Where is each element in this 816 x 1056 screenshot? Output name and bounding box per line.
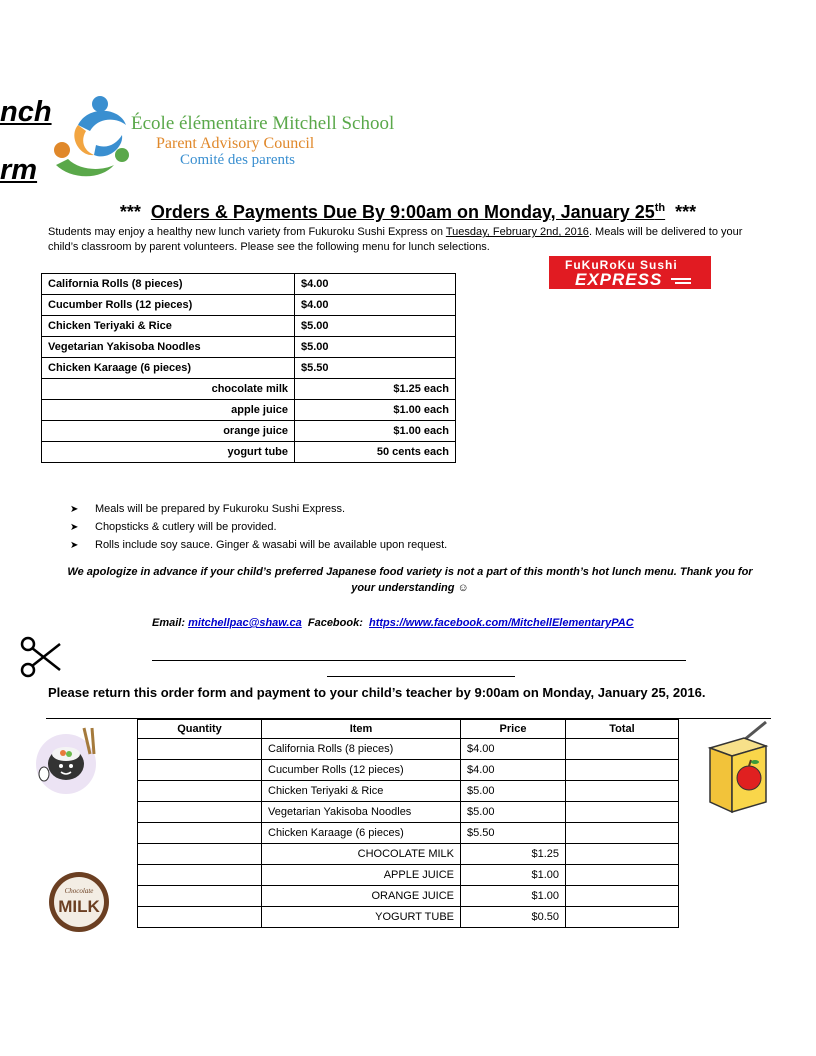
table-row xyxy=(138,739,679,760)
quantity-cell[interactable] xyxy=(138,865,262,886)
menu-price: $1.25 each xyxy=(295,379,456,400)
fukuroku-speed-line xyxy=(671,278,691,280)
milk-badge-small: Chocolate xyxy=(64,887,94,895)
total-cell[interactable] xyxy=(566,865,679,886)
order-header-row xyxy=(138,720,679,739)
menu-item: Cucumber Rolls (12 pieces) xyxy=(42,295,295,316)
menu-item: apple juice xyxy=(42,400,295,421)
menu-price: $1.00 each xyxy=(295,400,456,421)
header-total: Total xyxy=(566,720,679,739)
fukuroku-logo xyxy=(549,256,711,289)
table-row xyxy=(138,760,679,781)
menu-row xyxy=(42,421,456,442)
chocolate-milk-badge-icon xyxy=(48,871,110,933)
item-cell: ORANGE JUICE xyxy=(262,886,461,907)
menu-item: Vegetarian Yakisoba Noodles xyxy=(42,337,295,358)
total-cell[interactable] xyxy=(566,844,679,865)
milk-badge-big: MILK xyxy=(58,897,100,916)
facebook-label: Facebook: xyxy=(307,617,363,629)
price-cell: $5.50 xyxy=(461,823,566,844)
note-text: Rolls include soy sauce. Ginger & wasabi will be available upon request. xyxy=(95,539,448,551)
title-fragment-2: rm xyxy=(0,154,38,186)
intro-paragraph xyxy=(48,225,773,255)
table-row xyxy=(138,823,679,844)
header-item: Item xyxy=(262,720,461,739)
table-row xyxy=(138,886,679,907)
price-cell: $0.50 xyxy=(461,907,566,928)
email-link[interactable]: mitchellpac@shaw.ca xyxy=(188,617,302,629)
table-row xyxy=(138,781,679,802)
quantity-cell[interactable] xyxy=(138,760,262,781)
menu-item: California Rolls (8 pieces) xyxy=(42,274,295,295)
note-text: Meals will be prepared by Fukuroku Sushi Express. xyxy=(95,503,346,515)
intro-date: Tuesday, February 2nd, 2016 xyxy=(445,226,589,238)
intro-part2: . Meals will be delivered to your child’s classroom by parent volunteers. Please see the following menu for lunch selections. xyxy=(48,226,743,253)
menu-row xyxy=(42,400,456,421)
item-cell: Chicken Karaage (6 pieces) xyxy=(262,823,461,844)
fukuroku-logo-line2: EXPRESS xyxy=(575,270,663,289)
price-cell: $4.00 xyxy=(461,760,566,781)
headline-stars-right: *** xyxy=(675,202,697,222)
menu-item: Chicken Karaage (6 pieces) xyxy=(42,358,295,379)
headline-stars-left: *** xyxy=(119,202,141,222)
price-cell: $1.00 xyxy=(461,865,566,886)
council-name: Parent Advisory Council xyxy=(156,135,315,152)
intro-part1: Students may enjoy a healthy new lunch variety from Fukuroku Sushi Express on xyxy=(48,226,446,238)
title-fragment-1: nch xyxy=(0,96,52,128)
menu-price: 50 cents each xyxy=(295,442,456,463)
arrow-bullet-icon: ➤ xyxy=(70,522,79,533)
price-cell: $1.00 xyxy=(461,886,566,907)
juice-box-icon xyxy=(704,720,772,816)
arrow-bullet-icon: ➤ xyxy=(70,504,79,515)
table-row xyxy=(138,865,679,886)
list-item xyxy=(70,500,447,518)
menu-item: chocolate milk xyxy=(42,379,295,400)
total-cell[interactable] xyxy=(566,739,679,760)
menu-row xyxy=(42,316,456,337)
menu-row xyxy=(42,274,456,295)
item-cell: Vegetarian Yakisoba Noodles xyxy=(262,802,461,823)
header-price: Price xyxy=(461,720,566,739)
note-text: Chopsticks & cutlery will be provided. xyxy=(95,521,277,533)
cut-line-short xyxy=(327,676,515,677)
total-cell[interactable] xyxy=(566,781,679,802)
menu-row xyxy=(42,379,456,400)
table-row xyxy=(138,802,679,823)
apology-text: We apologize in advance if your child’s preferred Japanese food variety is not a part of this month’s hot lunch menu. Thank you for your understanding ☺ xyxy=(67,566,753,594)
total-cell[interactable] xyxy=(566,760,679,781)
item-cell: Cucumber Rolls (12 pieces) xyxy=(262,760,461,781)
menu-row xyxy=(42,358,456,379)
quantity-cell[interactable] xyxy=(138,844,262,865)
total-cell[interactable] xyxy=(566,823,679,844)
deadline-headline xyxy=(0,202,816,223)
facebook-link[interactable]: https://www.facebook.com/MitchellElementaryPAC xyxy=(369,617,634,629)
sushi-character-icon xyxy=(32,724,104,796)
list-item xyxy=(70,536,447,554)
item-cell: YOGURT TUBE xyxy=(262,907,461,928)
item-cell: APPLE JUICE xyxy=(262,865,461,886)
price-cell: $4.00 xyxy=(461,739,566,760)
fukuroku-logo-line1: FuKuRoKu Sushi xyxy=(565,258,678,272)
return-instruction: Please return this order form and payment to your child’s teacher by 9:00am on Monday, January 25, 2016. xyxy=(48,685,706,700)
price-cell: $5.00 xyxy=(461,781,566,802)
item-cell: Chicken Teriyaki & Rice xyxy=(262,781,461,802)
arrow-bullet-icon: ➤ xyxy=(70,540,79,551)
menu-item: Chicken Teriyaki & Rice xyxy=(42,316,295,337)
total-cell[interactable] xyxy=(566,886,679,907)
menu-price: $4.00 xyxy=(295,295,456,316)
headline-sup: th xyxy=(654,202,666,214)
menu-price: $5.00 xyxy=(295,316,456,337)
quantity-cell[interactable] xyxy=(138,907,262,928)
quantity-cell[interactable] xyxy=(138,802,262,823)
table-row xyxy=(138,844,679,865)
school-logo-icon xyxy=(50,95,132,181)
menu-item: yogurt tube xyxy=(42,442,295,463)
quantity-cell[interactable] xyxy=(138,823,262,844)
quantity-cell[interactable] xyxy=(138,886,262,907)
menu-price: $1.00 each xyxy=(295,421,456,442)
menu-price: $4.00 xyxy=(295,274,456,295)
contact-line xyxy=(152,617,634,629)
menu-table xyxy=(41,273,456,463)
fukuroku-speed-line xyxy=(675,282,691,284)
price-cell: $5.00 xyxy=(461,802,566,823)
order-table xyxy=(137,719,679,928)
item-cell: California Rolls (8 pieces) xyxy=(262,739,461,760)
comite-name: Comité des parents xyxy=(180,152,295,168)
school-name: École élémentaire Mitchell School xyxy=(131,113,395,134)
email-label: Email: xyxy=(152,617,186,629)
menu-price: $5.00 xyxy=(295,337,456,358)
menu-row xyxy=(42,442,456,463)
price-cell: $1.25 xyxy=(461,844,566,865)
menu-item: orange juice xyxy=(42,421,295,442)
menu-row xyxy=(42,337,456,358)
table-row xyxy=(138,907,679,928)
menu-row xyxy=(42,295,456,316)
notes-list xyxy=(70,500,447,554)
total-cell[interactable] xyxy=(566,802,679,823)
headline-text xyxy=(151,202,665,222)
header-quantity: Quantity xyxy=(138,720,262,739)
scissors-icon xyxy=(20,636,62,678)
item-cell: CHOCOLATE MILK xyxy=(262,844,461,865)
total-cell[interactable] xyxy=(566,907,679,928)
cut-line xyxy=(152,660,686,661)
list-item xyxy=(70,518,447,536)
quantity-cell[interactable] xyxy=(138,739,262,760)
headline-main: Orders & Payments Due By 9:00am on Monday, January 25 xyxy=(150,202,655,222)
quantity-cell[interactable] xyxy=(138,781,262,802)
menu-price: $5.50 xyxy=(295,358,456,379)
